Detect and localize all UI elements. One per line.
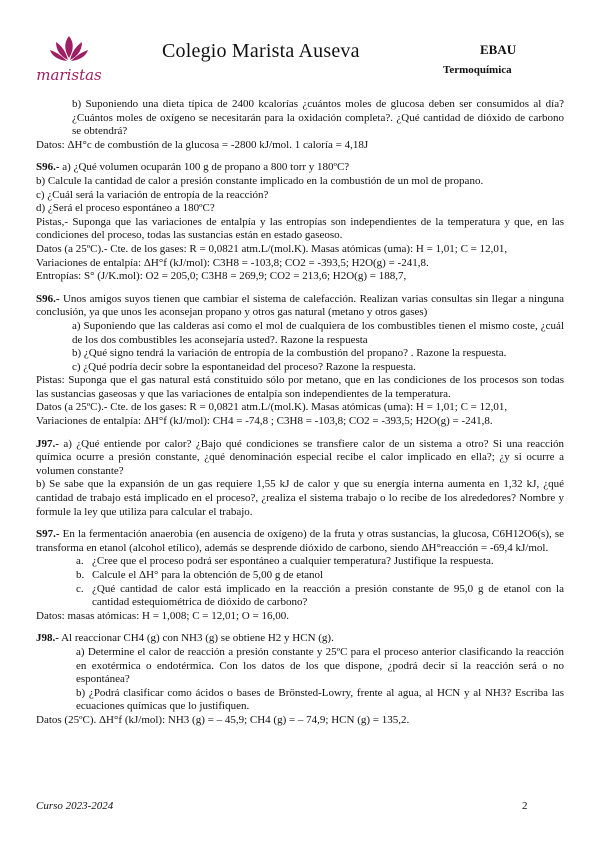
- s96b-question-c: c) ¿Qué podría decir sobre la espontaneidad del proceso? Razone la respuesta.: [72, 360, 416, 373]
- course-year: Curso 2023-2024: [36, 800, 114, 812]
- s96b-datos-1: Datos (a 25ºC).- Cte. de los gases: R = 0,0821 atm.L/(mol.K). Masas atómicas (uma): H = 1,01; C = 12,01,: [36, 401, 508, 414]
- page-number: 2: [522, 800, 528, 812]
- prev-datos: Datos: ΔH°c de combustión de la glucosa = -2800 kJ/mol. 1 caloría = 4,18J: [36, 138, 369, 151]
- s96a-question-b: b) Calcule la cantidad de calor a presión constante implicado en la combustión de un mol de propano.: [36, 174, 484, 187]
- j98-question-b: b) ¿Podrá clasificar como ácidos o bases de Brönsted-Lowry, frente al agua, al HCN y al NH3? Escriba las ecuaciones químicas que lo justifiquen.: [76, 686, 564, 713]
- s96b-question-a: a) Suponiendo que las calderas así como el mol de cualquiera de los combustibles tienen el mismo coste, ¿cuál de los dos combustibles les aconsejaría usted?. Razone la respuesta: [72, 319, 564, 346]
- s96a-datos-2: Variaciones de entalpía: ΔH°f (kJ/mol): C3H8 = -103,8; CO2 = -393,5; H2O(g) = -241,8.: [36, 256, 429, 269]
- topic-label: Termoquímica: [443, 64, 512, 76]
- s96a-pistas: Pistas,- Suponga que las variaciones de entalpía y las entropías son independientes de la temperatura y que, en las condiciones del proceso, todas las sustancias están en estado gaseoso.: [36, 215, 564, 242]
- j98-question-a: a) Determine el calor de reacción a presión constante y 25ºC para el proceso anterior clasificando la reacción en exotérmica o endotérmica. Con los datos de los que dispone, ¿podrá decir si la reacción será o no espontánea?: [76, 645, 564, 686]
- s97-intro: S97.- En la fermentación anaerobia (en ausencia de oxígeno) de la fruta y otras sustancias, la glucosa, C6H12O6(s), se transforma en etanol (alcohol etílico), además se desprende dióxido de carbono, siendo ΔH°reacción = -69,4 kJ/mol.: [36, 528, 564, 554]
- s96a-label: S96.-: [36, 161, 60, 174]
- s97-datos: Datos: masas atómicas: H = 1,008; C = 12,01; O = 16,00.: [36, 609, 289, 622]
- school-name: Colegio Marista Auseva: [162, 40, 360, 62]
- j97-label: J97.-: [36, 437, 59, 450]
- s97-item: b. Calcule el ΔH° para la obtención de 5,00 g de etanol: [76, 569, 324, 581]
- logo-wordmark: maristas: [36, 66, 102, 84]
- problem-list: [36, 98, 564, 728]
- s97-item: c. ¿Qué cantidad de calor está implicado en la reacción a presión constante de 95,0 g de etanol con la cantidad estequiométrica de dióxido de carbono?: [76, 582, 564, 609]
- prev-item-b: b) Suponiendo una dieta típica de 2400 kcalorías ¿cuántos moles de glucosa deben ser consumidos al día? ¿Cuántos moles de oxígeno se necesitarán para la oxidación completa?. ¿Qué cantidad de dióxido de carbono se obtendrá?: [72, 98, 564, 138]
- s96a-datos-3: Entropías: S° (J/K.mol): O2 = 205,0; C3H8 = 269,9; CO2 = 213,6; H2O(g) = 188,7,: [36, 270, 407, 283]
- s96b-intro: S96.- Unos amigos suyos tienen que cambiar el sistema de calefacción. Realizan varias consultas sin llegar a ninguna conclusión, ya que unos les aconsejan propano y otros gas natural (metano y otros gases): [36, 292, 564, 319]
- j97-question-a: J97.- a) ¿Qué entiende por calor? ¿Bajo qué condiciones se transfiere calor de un sistema a otro? Si una reacción química ocurre a presión constante, ¿qué denominación especial recibe el calor implicado en ella?; ¿y si ocurre a volumen constante?: [36, 437, 564, 477]
- s96a-question-d: d) ¿Será el proceso espontáneo a 180ºC?: [36, 202, 215, 215]
- j98-intro: J98.- Al reaccionar CH4 (g) con NH3 (g) se obtiene H2 y HCN (g).: [36, 632, 334, 645]
- s97-item: a. ¿Cree que el proceso podrá ser espontáneo a cualquier temperatura? Justifique la respuesta.: [76, 555, 494, 568]
- j97-question-b: b) Se sabe que la expansión de un gas requiere 1,55 kJ de calor y que su energía interna aumenta en 1,32 kJ, ¿qué cantidad de trabajo está implicado en el proceso?, ¿realiza el sistema trabajo o lo recibe de los alrededores? Nombre y formule la ley que utiliza para calcular el trabajo.: [36, 478, 564, 518]
- s96a-question-c: c) ¿Cuál será la variación de entropía de la reacción?: [36, 188, 269, 201]
- s96b-datos-2: Variaciones de entalpía: ΔH°f (kJ/mol): CH4 = -74,8 ; C3H8 = -103,8; CO2 = -393,5; H2O(g) = -241,8.: [36, 415, 493, 428]
- j98-label: J98.-: [36, 632, 59, 645]
- s96b-pistas: Pistas: Suponga que el gas natural está constituido sólo por metano, que en las condiciones de los procesos son todas las sustancias gaseosas y que las variaciones de entalpía son independientes de la temperatura.: [36, 374, 564, 400]
- s96b-question-b: b) ¿Qué signo tendrá la variación de entropía de la combustión del propano? . Razone la respuesta.: [72, 347, 507, 360]
- s97-label: S97.-: [36, 528, 60, 541]
- s96a-question-a: S96.- a) ¿Qué volumen ocuparán 100 g de propano a 800 torr y 180ºC?: [36, 161, 350, 174]
- page-header: [0, 0, 600, 86]
- maristas-logo: [34, 30, 104, 86]
- j98-datos: Datos (25ºC). ΔH°f (kJ/mol): NH3 (g) = – 45,9; CH4 (g) = – 74,9; HCN (g) = 135,2.: [36, 713, 410, 726]
- exam-label: EBAU: [480, 42, 517, 57]
- s96b-label: S96.-: [36, 292, 60, 305]
- s96a-datos-1: Datos (a 25ºC).- Cte. de los gases: R = 0,0821 atm.L/(mol.K). Masas atómicas (uma): H = 1,01; C = 12,01,: [36, 242, 508, 255]
